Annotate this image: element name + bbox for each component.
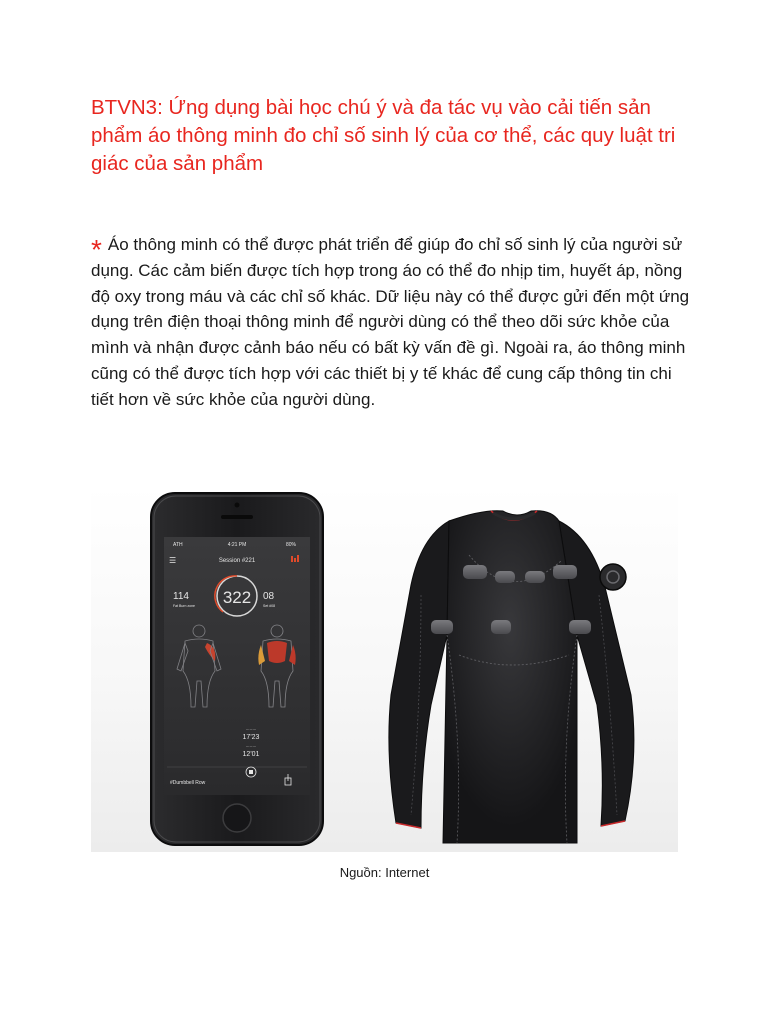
right-metric-label: Set #08 bbox=[263, 604, 276, 608]
main-metric-value: 322 bbox=[222, 588, 252, 607]
smartphone-illustration bbox=[151, 493, 323, 845]
timer-1-value: 17'23 bbox=[242, 734, 260, 741]
bullet-asterisk: * bbox=[91, 234, 102, 265]
timer-2-value: 12'01 bbox=[242, 751, 260, 758]
image-caption: Nguồn: Internet bbox=[339, 865, 430, 880]
smart-shirt-illustration bbox=[389, 511, 634, 843]
exercise-label: #Dumbbell Row bbox=[170, 780, 206, 786]
session-label: Session #221 bbox=[218, 558, 256, 564]
phone-carrier: ATH bbox=[173, 542, 183, 548]
paragraph-text: Áo thông minh có thể được phát triển để giúp đo chỉ số sinh lý của người sử dụng. Các cảm biến được tích hợp trong áo có thể đo nhịp tim, huyết áp, nồng độ oxy trong máu và các chỉ số khác. Dữ liệu này có thể được gửi đến một ứng dụng trên điện thoại thông minh để người dùng có thể theo dõi sức khỏe của mình và nhận được cảnh báo nếu có bất kỳ vấn đề gì. Ngoài ra, áo thông minh cũng có thể được tích hợp với các thiết bị y tế khác để cung cấp thông tin chi tiết hơn về sức khỏe của người dùng. bbox=[91, 235, 690, 409]
phone-clock: 4:21 PM bbox=[227, 542, 247, 548]
left-metric-value: 114 bbox=[173, 591, 189, 602]
right-metric-value: 08 bbox=[263, 591, 275, 602]
body-paragraph bbox=[91, 232, 695, 413]
shoulder-sensor-icon bbox=[600, 564, 626, 590]
timer-2-caption: — — — bbox=[246, 744, 256, 748]
page-title: BTVN3: Ứng dụng bài học chú ý và đa tác vụ vào cải tiến sản phẩm áo thông minh đo chỉ số sinh lý của cơ thể, các quy luật tri giác của sản phẩm bbox=[91, 96, 676, 175]
phone-battery: 80% bbox=[285, 542, 296, 548]
product-photo bbox=[91, 485, 678, 852]
menu-icon: ☰ bbox=[169, 556, 177, 565]
left-metric-label: Fat Burn zone bbox=[173, 604, 195, 608]
timer-1-caption: — — — bbox=[246, 727, 256, 731]
